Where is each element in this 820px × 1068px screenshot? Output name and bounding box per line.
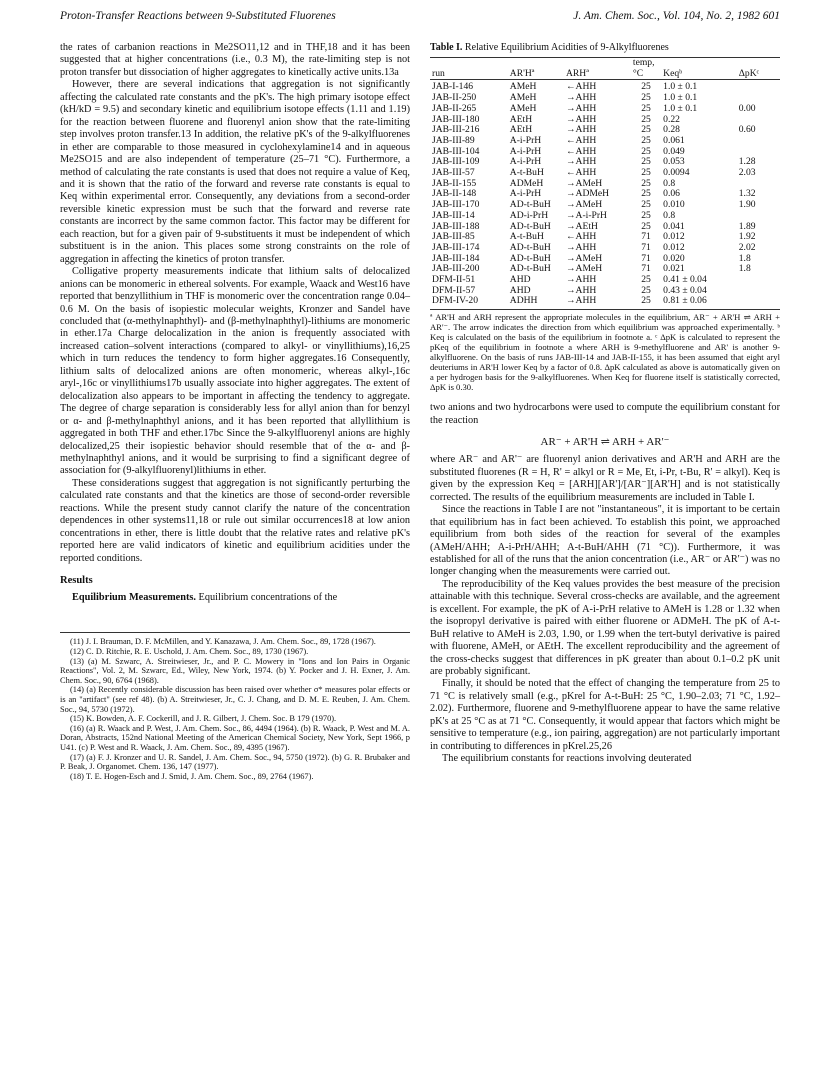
cell-dpk (737, 211, 780, 222)
body-paragraph: Since the reactions in Table I are not "instantaneous", it is important to be certain that equilibrium has in fact been achieved. To establish this point, we approached equilibrium from both sides of the reaction for several of the examples (AMeH/AHH; A-i-PrH/AHH; A-t-BuH/AHH (71 °C)). Furthermore, it was established for all of the runs that the anion concentration (i.e., AR⁻ or AR'⁻) was no longer changing when the measurements were carried out. (430, 504, 780, 578)
body-paragraph: Finally, it should be noted that the effect of changing the temperature from 25 to 71 °C is relatively small (e.g., pKrel for A-t-BuH: 25 °C, 1.90–2.03; 71 °C, 1.92–2.02). Furthermore, fluorene and 9-methylfluorene appear to have the same relative pK's at 25 °C as at 71 °C. Consequently, it would appear that factors which might be sensitive to temperature (e.g., ion pairing, aggregation) are not particularly important in contributing to differences in pKrel.25,26 (430, 678, 780, 752)
cell-keq: 0.012 (663, 231, 685, 243)
cell-dpk: 1.89 (738, 220, 756, 232)
cell-dpk: 2.03 (738, 167, 756, 179)
reaction-equation: AR⁻ + AR'H ⇌ ARH + AR'⁻ (540, 436, 670, 449)
body-paragraph: The reproducibility of the Keq values provides the best measure of the precision attainable with this technique. Several cross-checks are available, and the agreement is excellent. For example, the pK of A-i-PrH relative to AMeH is 1.28 or 1.32 when the isopropyl derivative is paired with either fluorene or ADMeH. The pK of A-t-BuH relative to AMeH is 2.03, 1.90, or 1.99 when the tert-butyl derivative is paired with fluorene, AMeH, or AEtH. The excellent reproducibility and the agreement of the cross-checks suggest that differences in pK greater than about 0.1–0.2 pK unit are probably significant. (430, 578, 780, 678)
cell-arh-prime: AD-t-BuH (509, 199, 551, 211)
cell-temp: 25 (641, 274, 651, 286)
header-title: Proton-Transfer Reactions between 9-Substituted Fluorenes (60, 10, 336, 22)
cell-keq: 0.06 (663, 188, 680, 200)
cell-arh: →AHH (565, 92, 597, 104)
cell-temp: 71 (641, 263, 651, 275)
cell-arh: →AHH (565, 102, 597, 114)
cell-run: JAB-III-174 (432, 241, 480, 253)
table-row (430, 296, 780, 309)
column-header-run: run (430, 58, 508, 80)
table-row (430, 222, 780, 233)
body-paragraph: two anions and two hydrocarbons were used to compute the equilibrium constant for the reaction (430, 402, 780, 426)
cell-arh-prime: A-t-BuH (509, 167, 544, 179)
cell-temp: 25 (641, 92, 651, 104)
cell-run: JAB-III-89 (432, 134, 475, 146)
cell-dpk: 1.32 (738, 188, 756, 200)
cell-run: JAB-III-57 (432, 167, 475, 179)
cell-arh: →AHH (565, 241, 597, 253)
cell-keq: 0.010 (663, 199, 685, 211)
cell-temp: 25 (641, 199, 651, 211)
cell-run: JAB-III-14 (432, 209, 475, 221)
reference-item: (15) K. Bowden, A. F. Cockerill, and J. R. Gilbert, J. Chem. Soc. B 179 (1970). (70, 714, 337, 724)
cell-arh-prime: AD-t-BuH (509, 252, 551, 264)
cell-keq: 0.81 ± 0.06 (661, 296, 737, 309)
body-paragraph: The equilibrium constants for reactions involving deuterated (442, 753, 692, 765)
cell-dpk (737, 296, 780, 309)
body-paragraph: where AR⁻ and AR'⁻ are fluorenyl anion derivatives and AR'H and ARH are the substituted fluorenes (R = H, R' = alkyl or R = Me, Et, i-Pr, t-Bu, R' = alkyl). Keq is given by the expression Keq = [ARH][AR']/[AR⁻][AR'H] and is not statistically corrected. The results of the equilibrium measurements are included in Table I. (430, 454, 780, 503)
cell-arh-prime: AD-t-BuH (509, 263, 551, 275)
body-paragraph (60, 592, 410, 604)
cell-arh: →AHH (565, 284, 597, 296)
cell-arh: →AMeH (565, 263, 603, 275)
cell-run: JAB-II-148 (432, 188, 477, 200)
cell-arh-prime: ADHH (508, 296, 564, 309)
cell-keq: 0.049 (663, 145, 685, 157)
equilibrium-table (430, 57, 780, 310)
body-paragraph: However, there are several indications that aggregation is not significantly affecting the calculated rate constants and the pK's. The high primary isotope effect (kH/kD = 9.5) and secondary kinetic and equilibrium isotope effects (1.11 and 1.19) for the reaction between fluorene and fluorenyl anion show that the rate-limiting step involves proton transfer.13 In addition, the relative pK's of the 9-alkylfluorenes in ether are comparable to those measured in cyclohexylamine14 and in aqueous Me2SO15 and are also independent of temperature (25–71 °C). Furthermore, a method of calculating the rate constants is used that does not require a value of Keq, and it is shown that the ratio of the forward and reverse rate constants is equal to Keq within experimental error. Consequently, any deviations from a second-order reversible kinetic expression must be such that the forward and reverse rate constants are incorrect by the same common factor. This factor may be different for each reaction, but for a given pair of 9-substituents it must be independent of which substituent is in the anion. This places some strong constraints on the role of aggregation in affecting the kinetics of proton transfer. (60, 79, 410, 265)
cell-dpk (737, 136, 780, 147)
table-row (430, 125, 780, 136)
column-header-arh: ARHª (564, 58, 631, 80)
cell-arh: →AHH (565, 113, 597, 125)
header-journal: J. Am. Chem. Soc., Vol. 104, No. 2, 1982 601 (573, 10, 780, 22)
cell-run: JAB-III-170 (432, 199, 480, 211)
cell-dpk: 1.8 (738, 263, 751, 275)
cell-temp: 25 (641, 134, 651, 146)
left-column (60, 42, 410, 781)
cell-arh-prime: AD-i-PrH (509, 209, 549, 221)
column-header-arh-prime: AR'Hª (508, 58, 564, 80)
table-title: Relative Equilibrium Acidities of 9-Alkylfluorenes (464, 42, 669, 53)
table-row (430, 80, 780, 93)
cell-keq: 1.0 ± 0.1 (663, 102, 698, 114)
cell-arh-prime: AMeH (509, 92, 537, 104)
cell-dpk: 0.60 (738, 124, 756, 136)
cell-keq: 0.28 (663, 124, 680, 136)
column-header-dpk: ΔpKᶜ (737, 58, 780, 80)
table-row (430, 286, 780, 297)
cell-dpk: 2.02 (738, 241, 756, 253)
cell-run: DFM-II-57 (432, 284, 476, 296)
cell-arh: →AHH (564, 296, 631, 309)
cell-keq: 1.0 ± 0.1 (663, 81, 698, 93)
paragraph-text: Equilibrium concentrations of the (198, 592, 338, 604)
cell-temp: 71 (641, 252, 651, 264)
table-row (430, 115, 780, 126)
cell-run: JAB-III-109 (432, 156, 480, 168)
table-row (430, 275, 780, 286)
cell-arh: ←AHH (565, 167, 597, 179)
cell-temp: 71 (641, 241, 651, 253)
footnote-rule (60, 632, 410, 633)
cell-dpk: 1.90 (738, 199, 756, 211)
cell-temp: 25 (641, 81, 651, 93)
cell-temp: 25 (641, 188, 651, 200)
cell-arh-prime: A-i-PrH (509, 188, 542, 200)
cell-temp: 25 (641, 124, 651, 136)
cell-arh: →AMeH (565, 199, 603, 211)
cell-run: JAB-III-188 (432, 220, 480, 232)
cell-arh-prime: AHD (509, 274, 531, 286)
running-header (60, 10, 780, 28)
cell-keq: 0.22 (663, 113, 680, 125)
cell-temp: 25 (641, 220, 651, 232)
cell-keq: 1.0 ± 0.1 (663, 92, 698, 104)
cell-run: JAB-III-216 (432, 124, 480, 136)
table-row (430, 147, 780, 158)
cell-run: DFM-II-51 (432, 274, 476, 286)
table-footnote: ª AR'H and ARH represent the appropriate molecules in the equilibrium, AR⁻ + AR'H ⇌ ARH + AR'⁻. The arrow indicates the direction from which equilibrium was approached experimentally. ᵇ Keq is calculated on the basis of the equilibrium in footnote a. ᶜ ΔpK is calculated to represent the pKeq of the equilibrium in footnote a where ARH is 9-methylfluorene and AR' is another 9-alkylfluorene. On the basis of runs JAB-III-14 and JAB-II-155, it has been assumed that eight aryl deuteriums in AR'H lower Keq by a factor of 0.8. ΔpK calculated as above is automatically given on a per hydrogen basis for the 9-alkylfluorenes. When Keq for fluorene itself is statistically corrected, ΔpK is 0.30. (430, 312, 780, 392)
table-row (430, 93, 780, 104)
cell-arh: ←AHH (565, 145, 597, 157)
cell-temp: 25 (631, 296, 661, 309)
cell-arh-prime: A-i-PrH (509, 156, 542, 168)
column-header-keq: Keqᵇ (661, 58, 737, 80)
table-row (430, 254, 780, 265)
cell-temp: 25 (641, 156, 651, 168)
reference-item: (17) (a) F. J. Kronzer and U. R. Sandel, J. Am. Chem. Soc., 94, 5750 (1972). (b) G. R. Brubaker and P. Beak, J. Organomet. Chem. 136, 147 (1977). (60, 752, 410, 772)
cell-dpk: 1.92 (738, 231, 756, 243)
cell-arh: →ADMeH (565, 188, 610, 200)
table-row (430, 211, 780, 222)
cell-arh: →AHH (565, 124, 597, 136)
cell-keq: 0.061 (663, 134, 685, 146)
table-row (430, 104, 780, 115)
cell-keq: 0.0094 (663, 167, 690, 179)
cell-temp: 25 (641, 209, 651, 221)
cell-run: JAB-III-184 (432, 252, 480, 264)
reference-item: (18) T. E. Hogen-Esch and J. Smid, J. Am. Chem. Soc., 89, 2764 (1967). (70, 771, 314, 781)
cell-dpk (737, 286, 780, 297)
table-row (430, 189, 780, 200)
body-paragraph: the rates of carbanion reactions in Me2SO11,12 and in THF,18 and it has been suggested that at higher concentrations (i.e., 0.3 M), the rate-limiting step is not proton transfer but dissociation of higher aggregates to kinetically active units.13a (60, 42, 410, 78)
cell-arh-prime: AHD (509, 284, 531, 296)
cell-arh-prime: AMeH (509, 102, 537, 114)
cell-temp: 25 (641, 177, 651, 189)
cell-dpk: 1.8 (738, 252, 751, 264)
reference-item: (14) (a) Recently considerable discussion has been raised over whether σ* measures polar effects or is an "artifact" (see ref 48). (b) A. Streitwieser, Jr., C. J. Chang, and D. M. E. Reuben, J. Am. Chem. Soc., 94, 5730 (1972). (60, 685, 410, 714)
cell-keq: 0.020 (663, 252, 685, 264)
cell-run: JAB-III-104 (432, 145, 480, 157)
cell-arh: →AHH (565, 274, 597, 286)
cell-arh-prime: AEtH (509, 124, 533, 136)
body-paragraph: These considerations suggest that aggregation is not significantly perturbing the calculated rate constants and that the kinetics are those of second-order reversible reactions. While the present study cannot clarify the nature of the concentration dependences in other systems11,18 or rule out similar occurrences18 at low anion concentrations in ether, there is little doubt that the relative rates and relative pK's reported here are valid indicators of kinetic and equilibrium acidities under the reported conditions. (60, 477, 410, 564)
cell-keq: 0.8 (663, 209, 676, 221)
table-row (430, 232, 780, 243)
cell-arh: ←AHH (565, 134, 597, 146)
cell-arh-prime: ADMeH (509, 177, 544, 189)
cell-arh: ←AHH (565, 81, 597, 93)
cell-arh-prime: AMeH (509, 81, 537, 93)
cell-keq: 0.41 ± 0.04 (663, 274, 707, 286)
cell-arh: →AEtH (565, 220, 598, 232)
table-body (430, 80, 780, 310)
cell-run: JAB-II-250 (432, 92, 477, 104)
cell-arh-prime: A-t-BuH (509, 231, 544, 243)
table-caption (430, 42, 780, 53)
cell-dpk: 0.00 (738, 102, 756, 114)
cell-temp: 25 (641, 102, 651, 114)
run-in-heading: Equilibrium Measurements. (72, 592, 196, 604)
cell-temp: 25 (641, 167, 651, 179)
reference-item: (12) C. D. Ritchie, R. E. Uschold, J. Am. Chem. Soc., 89, 1730 (1967). (70, 647, 309, 657)
cell-run: JAB-III-85 (432, 231, 475, 243)
cell-run: JAB-I-146 (432, 81, 474, 93)
body-paragraph: Colligative property measurements indicate that lithium salts of delocalized anions can be monomeric in ethereal solvents. For example, Waack and West16 have reported that benzyllithium in THF is monomeric over the concentration range 0.04–0.6 M. On the basis of isopiestic molecular weights, Kronzer and Sandel have concluded that (α-methylnaphthyl)- and (β-methylnaphthyl)-lithiums are monomeric in ether.17a Charge delocalization in the anion is frequently associated with increased cation–solvent interactions (compared to alkyl- or vinyllithiums),16,25 which in turn reduces the tendency to form higher aggregates.16 Consequently, lithium salts of delocalized anions are often monomeric, whereas alkyl-,16c aryl-,16c or vinyllithiums17b usually associate into higher aggregates. The extent of delocalization also appears to be important in affecting the tendency to aggregate. The degree of charge separation is considerably less for allyl anion than for benzyl or α- and β-methylnaphthyl anions, and it has been reported that allyllithium is aggregated in both THF and ether.17bc Since the 9-alkylfluorenyl anions are highly delocalized,25 their isopiestic behavior should resemble that of the α- and β-methylnaphthyl anions, and it would be surprising to find a significant degree of association for (9-alkylfluorenyl)lithiums in ether. (60, 266, 410, 477)
cell-dpk (737, 275, 780, 286)
cell-arh: →AMeH (565, 177, 603, 189)
cell-dpk: 1.28 (738, 156, 756, 168)
cell-temp: 25 (641, 145, 651, 157)
cell-dpk (737, 80, 780, 93)
cell-arh-prime: AD-t-BuH (509, 220, 551, 232)
cell-keq: 0.43 ± 0.04 (663, 284, 707, 296)
reference-item: (13) (a) M. Szwarc, A. Streitwieser, Jr., and P. C. Mowery in "Ions and Ion Pairs in Organic Reactions", Vol. 2, M. Szwarc, Ed., Wiley, New York, 1974. (b) Y. Pocker and J. H. Exner, J. Am. Chem. Soc., 90, 6764 (1968). (60, 656, 410, 685)
cell-temp: 71 (641, 231, 651, 243)
right-column (430, 42, 780, 766)
cell-arh: ←AHH (565, 231, 597, 243)
cell-keq: 0.053 (663, 156, 685, 168)
cell-arh-prime: AD-t-BuH (509, 241, 551, 253)
cell-arh: →A-i-PrH (565, 209, 607, 221)
table-label: Table I. (430, 42, 463, 53)
cell-keq: 0.012 (663, 241, 685, 253)
cell-arh-prime: AEtH (509, 113, 533, 125)
column-header-temp: temp, °C (631, 58, 661, 80)
cell-arh: →AMeH (565, 252, 603, 264)
cell-run: JAB-III-180 (432, 113, 480, 125)
cell-arh-prime: A-i-PrH (509, 145, 542, 157)
table-row (430, 243, 780, 254)
cell-run: JAB-II-155 (432, 177, 477, 189)
table-row (430, 168, 780, 179)
cell-run: JAB-II-265 (432, 102, 477, 114)
cell-keq: 0.041 (663, 220, 685, 232)
table-row (430, 136, 780, 147)
table-row (430, 264, 780, 275)
reference-list (60, 637, 410, 781)
cell-keq: 0.021 (663, 263, 685, 275)
cell-temp: 25 (641, 113, 651, 125)
cell-arh-prime: A-i-PrH (509, 134, 542, 146)
cell-temp: 25 (641, 284, 651, 296)
table-row (430, 157, 780, 168)
cell-run: DFM-IV-20 (430, 296, 508, 309)
reference-item: (16) (a) R. Waack and P. West, J. Am. Chem. Soc., 86, 4494 (1964). (b) R. Waack, P. West and M. A. Doran, Abstracts, 152nd National Meeting of the American Chemical Society, New York, Sept 1966, p U41. (c) P. West and R. Waack, J. Am. Chem. Soc., 89, 4395 (1967). (60, 723, 410, 753)
section-heading: Results (60, 575, 93, 587)
reference-item: (11) J. I. Brauman, D. F. McMillen, and Y. Kanazawa, J. Am. Chem. Soc., 89, 1728 (1967). (70, 637, 376, 647)
cell-run: JAB-III-200 (432, 263, 480, 275)
cell-keq: 0.8 (663, 177, 676, 189)
cell-arh: →AHH (565, 156, 597, 168)
